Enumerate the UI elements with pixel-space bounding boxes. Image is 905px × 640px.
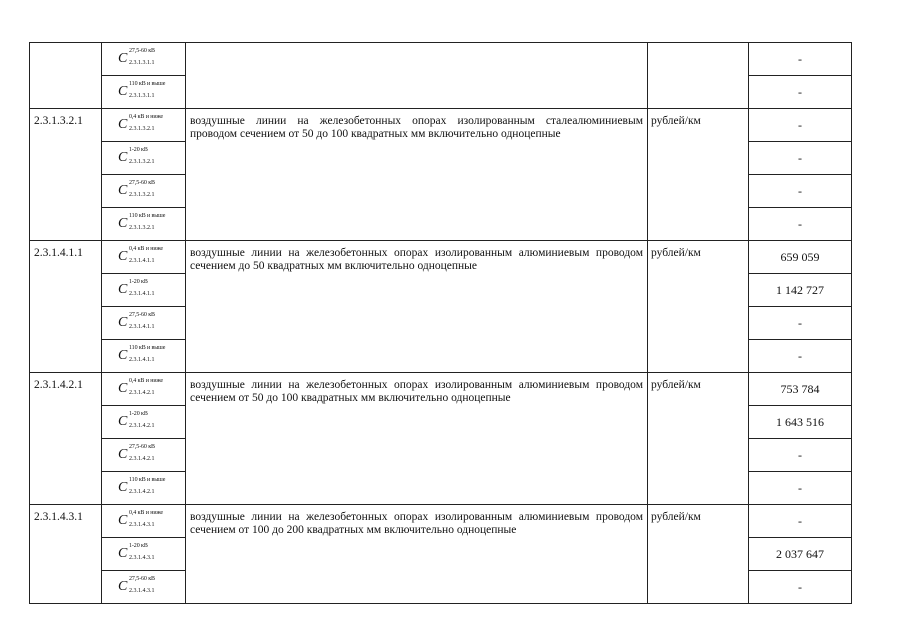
rate-code-symbol xyxy=(102,472,185,504)
rate-code-cell xyxy=(102,241,186,274)
tariff-table xyxy=(29,42,852,604)
rate-code-symbol xyxy=(102,175,185,207)
code-subscript: 2.3.1.3.2.1 xyxy=(129,126,155,132)
section-description: воздушные линии на железобетонных опорах изолированным алюминиевым проводом сечением от 50 до 100 квадратных мм включительно одноцепные xyxy=(186,373,648,505)
rate-code-cell xyxy=(102,505,186,538)
rate-code-cell xyxy=(102,406,186,439)
code-subscript: 2.3.1.3.1.1 xyxy=(129,93,155,99)
rate-value: - xyxy=(749,505,852,538)
rate-symbol-letter: C xyxy=(118,546,128,561)
voltage-superscript: 0,4 кВ и ниже xyxy=(129,510,163,516)
rate-code-symbol xyxy=(102,538,185,570)
rate-code-cell xyxy=(102,340,186,373)
code-subscript: 2.3.1.4.1.1 xyxy=(129,357,155,363)
rate-value: - xyxy=(749,43,852,76)
section-description: воздушные линии на железобетонных опорах изолированным алюминиевым проводом сечением до 50 квадратных мм включительно одноцепные xyxy=(186,241,648,373)
rate-code-symbol xyxy=(102,406,185,438)
rate-value: - xyxy=(749,175,852,208)
rate-value: - xyxy=(749,109,852,142)
rate-code-symbol xyxy=(102,307,185,339)
rate-code-cell xyxy=(102,571,186,604)
rate-code-symbol xyxy=(102,241,185,273)
rate-code-cell xyxy=(102,175,186,208)
section-number: 2.3.1.4.1.1 xyxy=(30,241,102,373)
code-subscript: 2.3.1.3.2.1 xyxy=(129,159,155,165)
rate-value: - xyxy=(749,472,852,505)
rate-value: 2 037 647 xyxy=(749,538,852,571)
code-subscript: 2.3.1.4.2.1 xyxy=(129,390,155,396)
rate-value: - xyxy=(749,142,852,175)
rate-code-symbol xyxy=(102,439,185,471)
voltage-superscript: 27,5-60 кВ xyxy=(129,576,155,582)
voltage-superscript: 1-20 кВ xyxy=(129,279,148,285)
rate-symbol-letter: C xyxy=(118,381,128,396)
unit-of-measure xyxy=(648,43,749,109)
section-number: 2.3.1.3.2.1 xyxy=(30,109,102,241)
rate-code-symbol xyxy=(102,571,185,603)
rate-symbol-letter: C xyxy=(118,150,128,165)
voltage-superscript: 1-20 кВ xyxy=(129,543,148,549)
rate-symbol-letter: C xyxy=(118,447,128,462)
voltage-superscript: 110 кВ и выше xyxy=(129,81,166,87)
rate-value: - xyxy=(749,76,852,109)
rate-code-cell xyxy=(102,142,186,175)
rate-value: 753 784 xyxy=(749,373,852,406)
table-row xyxy=(30,109,852,142)
voltage-superscript: 1-20 кВ xyxy=(129,147,148,153)
rate-value: - xyxy=(749,307,852,340)
voltage-superscript: 0,4 кВ и ниже xyxy=(129,246,163,252)
rate-symbol-letter: C xyxy=(118,183,128,198)
rate-code-cell xyxy=(102,43,186,76)
rate-code-cell xyxy=(102,307,186,340)
voltage-superscript: 110 кВ и выше xyxy=(129,345,166,351)
table-row xyxy=(30,43,852,76)
code-subscript: 2.3.1.4.2.1 xyxy=(129,456,155,462)
rate-symbol-letter: C xyxy=(118,579,128,594)
rate-symbol-letter: C xyxy=(118,513,128,528)
rate-code-symbol xyxy=(102,340,185,372)
code-subscript: 2.3.1.4.3.1 xyxy=(129,555,155,561)
tariff-document xyxy=(29,42,851,604)
table-row xyxy=(30,505,852,538)
rate-code-symbol xyxy=(102,142,185,174)
rate-code-cell xyxy=(102,208,186,241)
voltage-superscript: 0,4 кВ и ниже xyxy=(129,378,163,384)
rate-symbol-letter: C xyxy=(118,51,128,66)
voltage-superscript: 27,5-60 кВ xyxy=(129,312,155,318)
section-description: воздушные линии на железобетонных опорах изолированным сталеалюминиевым проводом сечением от 50 до 100 квадратных мм включительно одноцепные xyxy=(186,109,648,241)
rate-value: 1 142 727 xyxy=(749,274,852,307)
code-subscript: 2.3.1.4.3.1 xyxy=(129,588,155,594)
voltage-superscript: 0,4 кВ и ниже xyxy=(129,114,163,120)
rate-symbol-letter: C xyxy=(118,282,128,297)
code-subscript: 2.3.1.4.3.1 xyxy=(129,522,155,528)
section-number xyxy=(30,43,102,109)
table-row xyxy=(30,373,852,406)
rate-value: 659 059 xyxy=(749,241,852,274)
tariff-table-body xyxy=(30,43,852,604)
code-subscript: 2.3.1.3.1.1 xyxy=(129,60,155,66)
rate-symbol-letter: C xyxy=(118,84,128,99)
voltage-superscript: 27,5-60 кВ xyxy=(129,180,155,186)
rate-symbol-letter: C xyxy=(118,348,128,363)
rate-code-cell xyxy=(102,76,186,109)
section-description xyxy=(186,43,648,109)
rate-symbol-letter: C xyxy=(118,480,128,495)
rate-value: - xyxy=(749,439,852,472)
unit-of-measure: рублей/км xyxy=(648,505,749,604)
section-number: 2.3.1.4.3.1 xyxy=(30,505,102,604)
rate-symbol-letter: C xyxy=(118,216,128,231)
rate-code-cell xyxy=(102,109,186,142)
rate-value: 1 643 516 xyxy=(749,406,852,439)
code-subscript: 2.3.1.4.1.1 xyxy=(129,324,155,330)
rate-code-symbol xyxy=(102,373,185,405)
rate-value: - xyxy=(749,208,852,241)
voltage-superscript: 1-20 кВ xyxy=(129,411,148,417)
voltage-superscript: 110 кВ и выше xyxy=(129,477,166,483)
code-subscript: 2.3.1.4.2.1 xyxy=(129,423,155,429)
code-subscript: 2.3.1.3.2.1 xyxy=(129,192,155,198)
rate-value: - xyxy=(749,340,852,373)
unit-of-measure: рублей/км xyxy=(648,373,749,505)
rate-code-symbol xyxy=(102,274,185,306)
code-subscript: 2.3.1.4.1.1 xyxy=(129,291,155,297)
code-subscript: 2.3.1.4.2.1 xyxy=(129,489,155,495)
code-subscript: 2.3.1.4.1.1 xyxy=(129,258,155,264)
rate-code-cell xyxy=(102,274,186,307)
rate-code-symbol xyxy=(102,505,185,537)
rate-symbol-letter: C xyxy=(118,117,128,132)
rate-code-symbol xyxy=(102,109,185,141)
rate-code-cell xyxy=(102,538,186,571)
section-number: 2.3.1.4.2.1 xyxy=(30,373,102,505)
unit-of-measure: рублей/км xyxy=(648,241,749,373)
rate-symbol-letter: C xyxy=(118,414,128,429)
rate-value: - xyxy=(749,571,852,604)
rate-symbol-letter: C xyxy=(118,249,128,264)
code-subscript: 2.3.1.3.2.1 xyxy=(129,225,155,231)
rate-code-cell xyxy=(102,373,186,406)
rate-code-symbol xyxy=(102,76,185,108)
rate-symbol-letter: C xyxy=(118,315,128,330)
rate-code-cell xyxy=(102,472,186,505)
table-row xyxy=(30,241,852,274)
section-description: воздушные линии на железобетонных опорах изолированным алюминиевым проводом сечением от 100 до 200 квадратных мм включительно одноцепные xyxy=(186,505,648,604)
voltage-superscript: 27,5-60 кВ xyxy=(129,444,155,450)
rate-code-symbol xyxy=(102,208,185,240)
rate-code-symbol xyxy=(102,43,185,75)
voltage-superscript: 27,5-60 кВ xyxy=(129,48,155,54)
rate-code-cell xyxy=(102,439,186,472)
unit-of-measure: рублей/км xyxy=(648,109,749,241)
voltage-superscript: 110 кВ и выше xyxy=(129,213,166,219)
